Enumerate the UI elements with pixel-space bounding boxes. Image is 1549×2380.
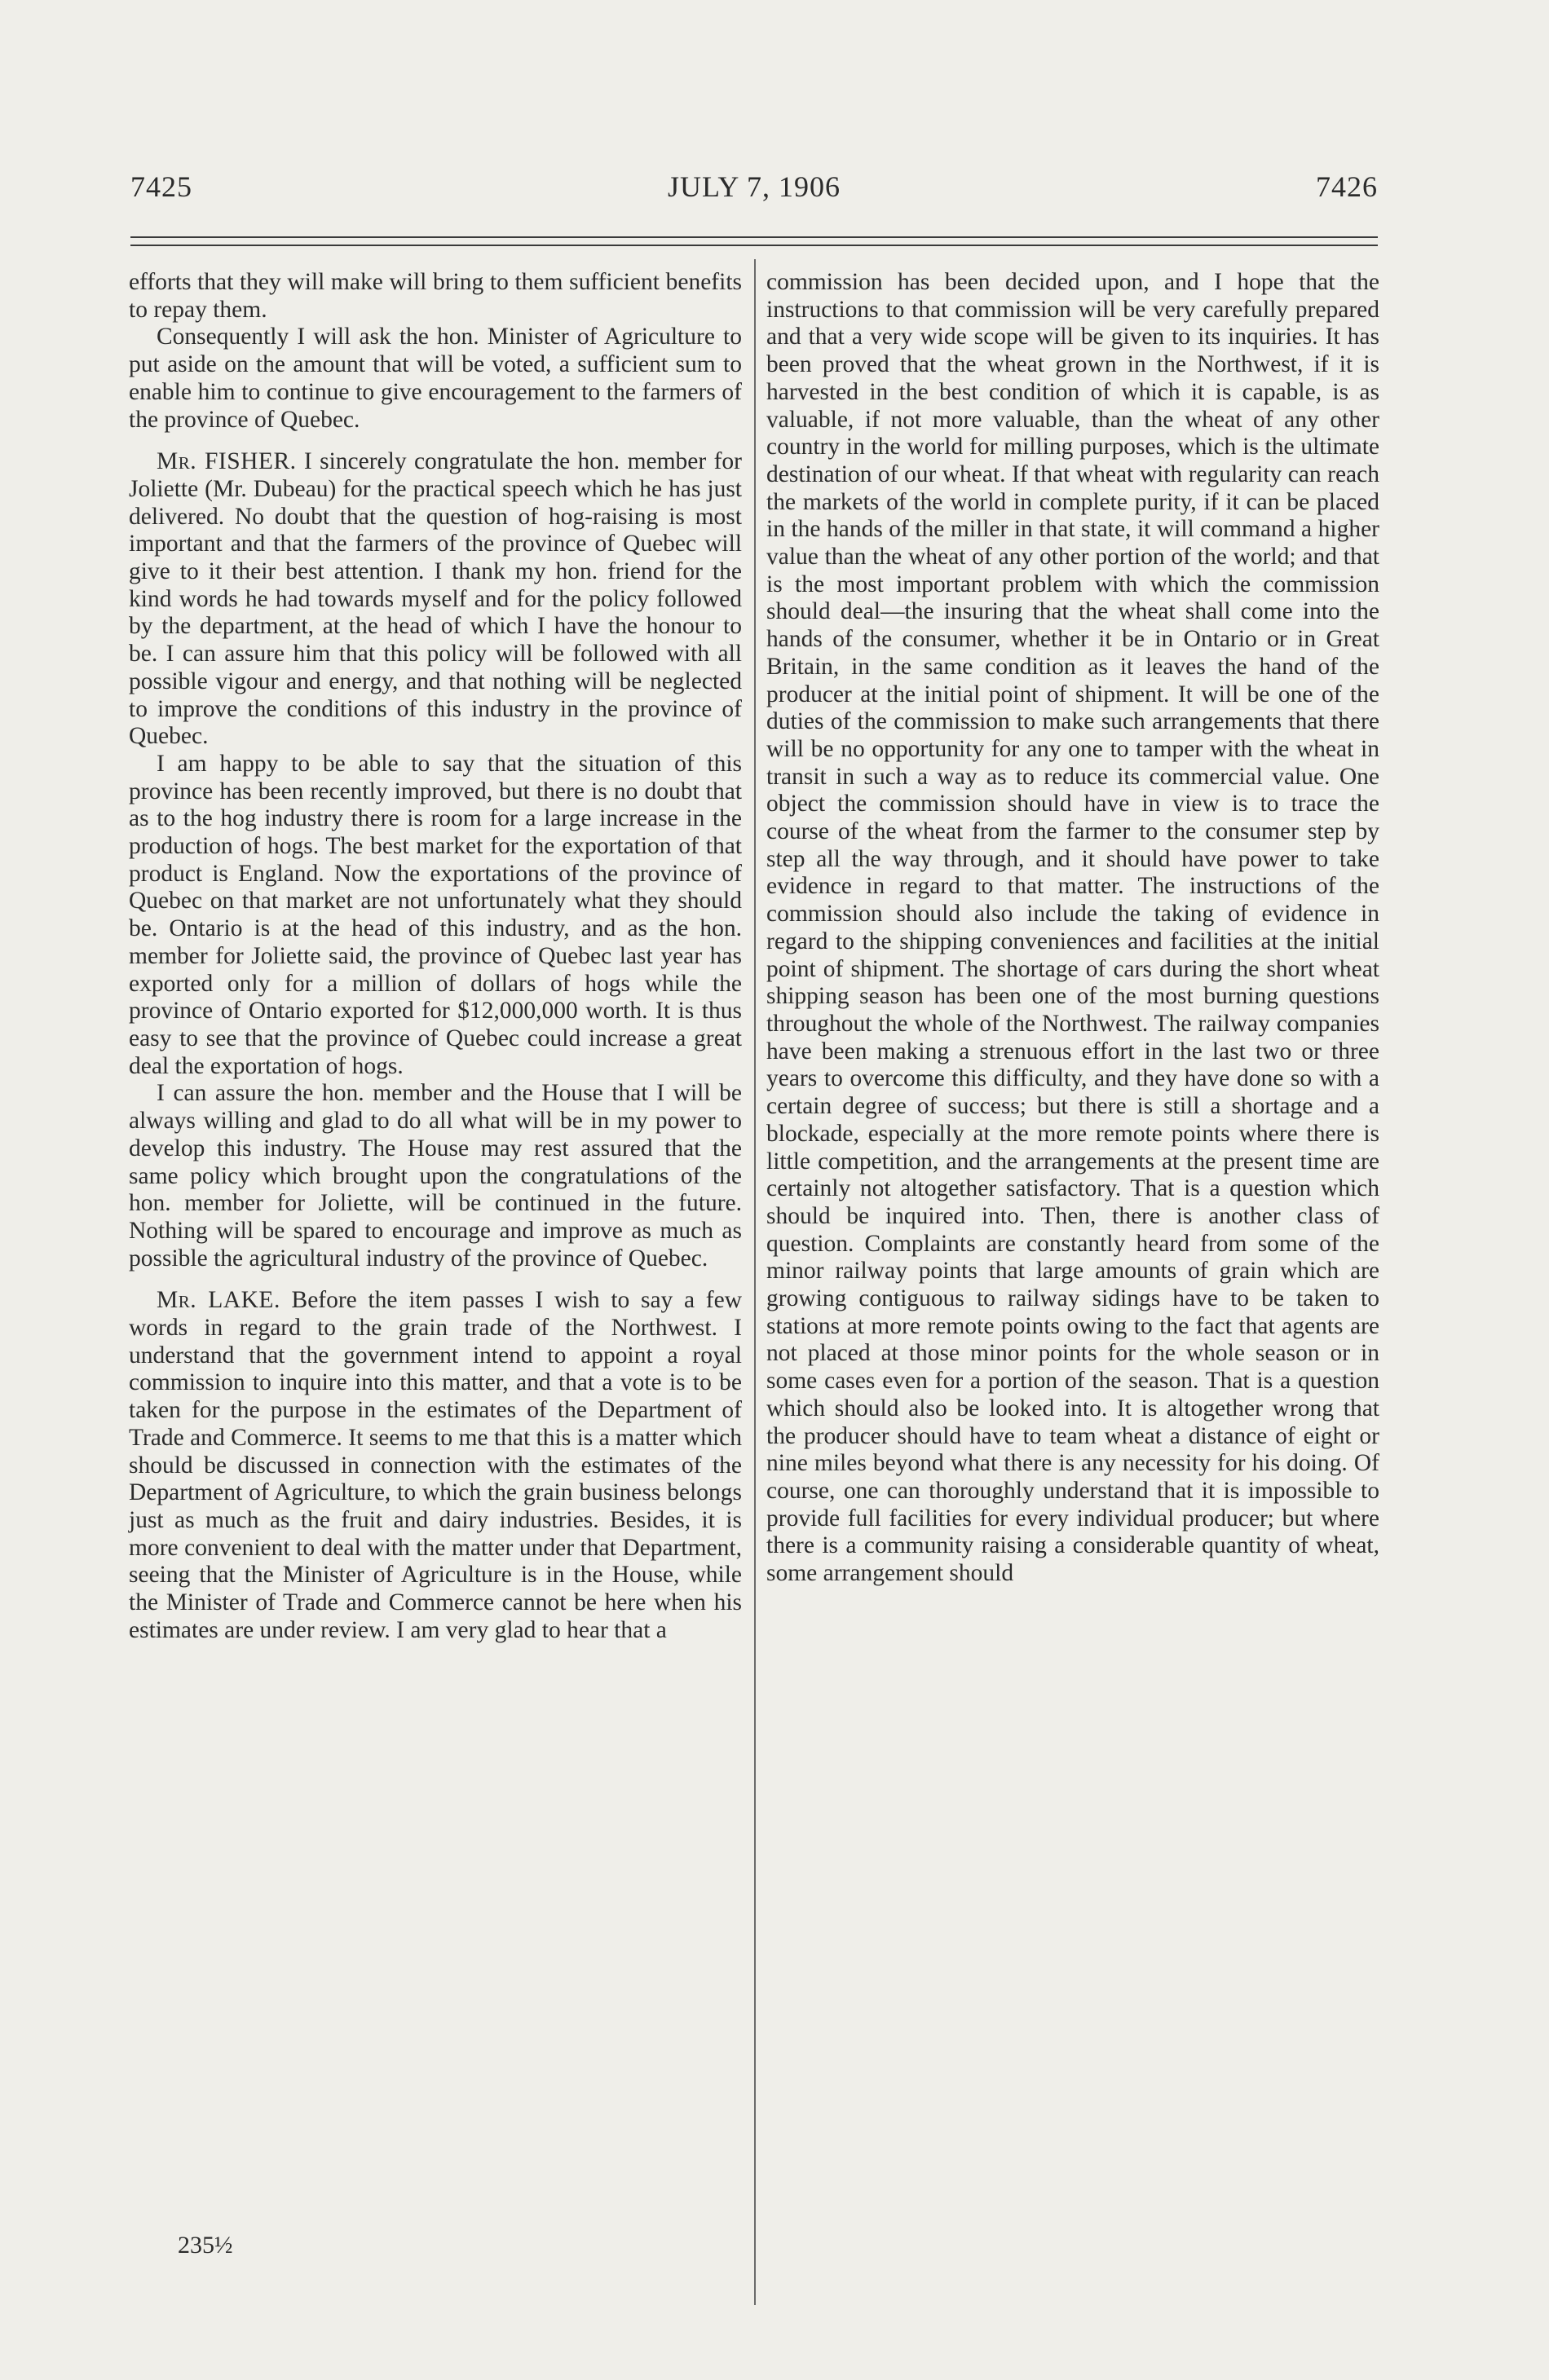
- header-rule-bottom: [130, 245, 1378, 246]
- paragraph: efforts that they will make will bring to them sufficient benefits to repay them.: [129, 269, 742, 323]
- signature-mark: 235½: [178, 2232, 233, 2259]
- header-date: JULY 7, 1906: [667, 170, 841, 203]
- paragraph: I can assure the hon. member and the House that I will be always willing and glad to do all what will be in my power to develop this industry. The House may rest assured that the same policy which brought upon the congratulations of the hon. member for Joliette, will be continued in the future. Nothing will be spared to encourage and improve as much as possible the agricultural industry of the province of Quebec.: [129, 1080, 742, 1272]
- paragraph: commission has been decided upon, and I hope that the instructions to that commission will be very carefully prepared and that a very wide scope will be given to its inquiries. It has been proved that the wheat grown in the Northwest, if it is harvested in the best condition of which it is capable, is as valuable, if not more valuable, than the wheat of any other country in the world for milling purposes, which is the ultimate destination of our wheat. If that wheat with regularity can reach the markets of the world in complete purity, if it can be placed in the hands of the miller in that state, it will command a higher value than the wheat of any other portion of the world; and that is the most important problem with which the commission should deal—the insuring that the wheat shall come into the hands of the consumer, whether it be in Ontario or in Great Britain, in the same condition as it leaves the hand of the producer at the initial point of shipment. It will be one of the duties of the commission to make such arrangements that there will be no opportunity for any one to tamper with the wheat in transit in such a way as to reduce its commercial value. One object the commission should have in view is to trace the course of the wheat from the farmer to the consumer step by step all the way through, and it should have power to take evidence in regard to that matter. The instructions of the commission should also include the taking of evidence in regard to the shipping conveniences and facilities at the initial point of shipment. The shortage of cars during the short wheat shipping season has been one of the most burning questions throughout the whole of the Northwest. The railway companies have been making a strenuous effort in the last two or three years to overcome this difficulty, and they have done so with a certain degree of success; but there is still a shortage and a blockade, especially at the more remote points where there is little competition, and the arrangements at the present time are certainly not altogether satisfactory. That is a question which should be inquired into. Then, there is another class of question. Complaints are constantly heard from some of the minor railway points that large amounts of grain which are growing contiguous to railway sidings have to be taken to stations at more remote points owing to the fact that agents are not placed at those minor points for the whole season or in some cases even for a portion of the season. That is a question which should also be looked into. It is altogether wrong that the producer should have to team wheat a distance of eight or nine miles beyond what there is any necessity for his doing. Of course, one can thoroughly understand that it is impossible to provide full facilities for every individual producer; but where there is a community raising a considerable quantity of wheat, some arrangement should: [766, 269, 1379, 1587]
- right-column: [766, 269, 1379, 1588]
- speech-text: Before the item passes I wish to say a few words in regard to the grain trade of the Northwest. I understand that the government intend to appoint a royal commission to inquire into this matter, and that a vote is to be taken for the purpose in the estimates of the Department of Trade and Commerce. It seems to me that this is a matter which should be discussed in connection with the estimates of the Department of Agriculture, to which the grain business belongs just as much as the fruit and dairy industries. Besides, it is more convenient to deal with the matter under that Department, seeing that the Minister of Agriculture is in the House, while the Minister of Trade and Commerce cannot be here when his estimates are under review. I am very glad to hear that a: [129, 1287, 742, 1643]
- speaker-name: Mr. FISHER.: [157, 448, 297, 475]
- paragraph: I am happy to be able to say that the situation of this province has been recently improved, but there is no doubt that as to the hog industry there is room for a large increase in the production of hogs. The best market for the exportation of that product is England. Now the exportations of the province of Quebec on that market are not unfortunately what they should be. Ontario is at the head of this industry, and as the hon. member for Joliette said, the province of Quebec last year has exported only for a million of dollars of hogs while the province of Ontario exported for $12,000,000 worth. It is thus easy to see that the province of Quebec could increase a great deal the exportation of hogs.: [129, 750, 742, 1079]
- header-rule-top: [130, 236, 1378, 238]
- paragraph: [129, 1287, 742, 1644]
- speaker-name: Mr. LAKE.: [157, 1287, 280, 1314]
- speech-text: I sincerely congratulate the hon. member for Joliette (Mr. Dubeau) for the practical speech which he has just delivered. No doubt that the question of hog-raising is most important and that the farmers of the province of Quebec will give to it their best attention. I thank my hon. friend for the kind words he had towards myself and for the policy followed by the department, at the head of which I have the honour to be. I can assure him that this policy will be followed with all possible vigour and energy, and that nothing will be neglected to improve the conditions of this industry in the province of Quebec.: [129, 448, 742, 750]
- right-page-number: 7426: [1316, 170, 1378, 203]
- left-page-number: 7425: [130, 170, 192, 203]
- page-header: [130, 170, 1378, 210]
- column-divider: [754, 259, 756, 2305]
- paragraph: Consequently I will ask the hon. Minister of Agriculture to put aside on the amount that will be voted, a sufficient sum to enable him to continue to give encouragement to the farmers of the province of Quebec.: [129, 324, 742, 433]
- left-column: [129, 269, 742, 1644]
- paragraph: [129, 448, 742, 751]
